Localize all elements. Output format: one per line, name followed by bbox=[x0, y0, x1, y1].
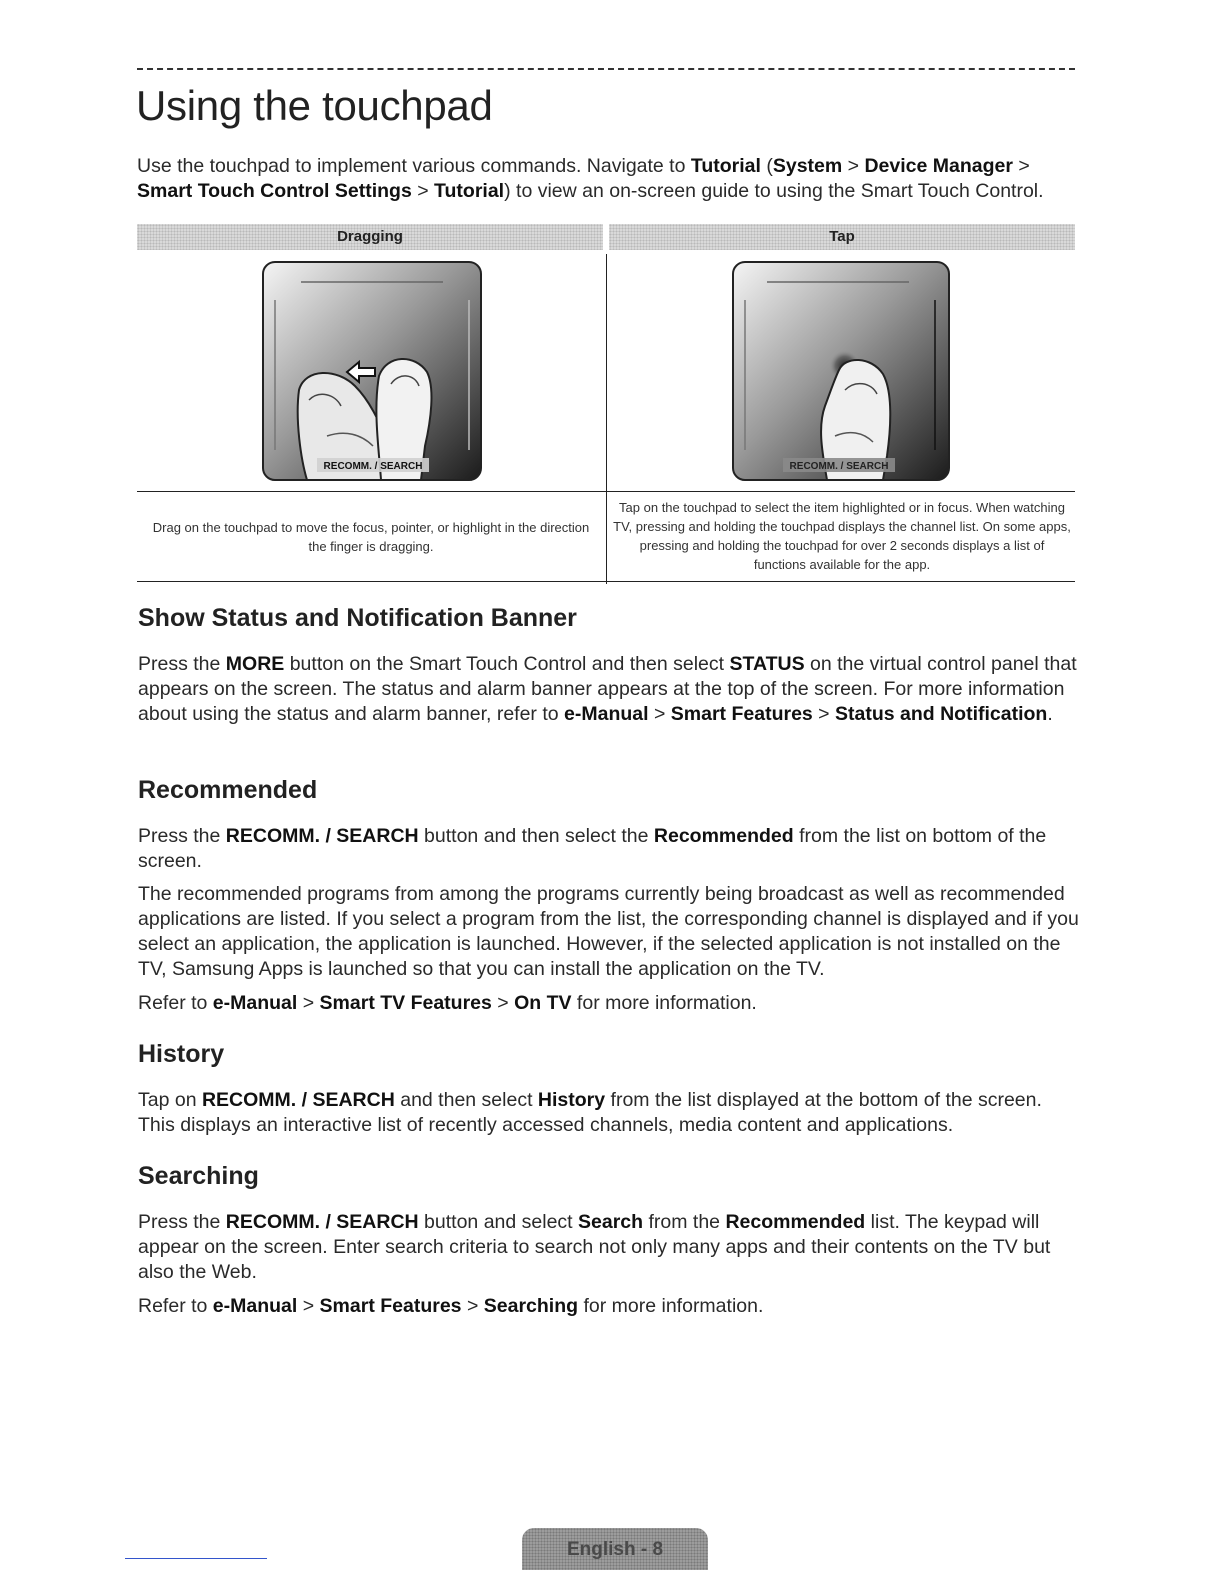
recommended-paragraph-1: Press the RECOMM. / SEARCH button and then select the Recommended from the list on bottom of the screen. bbox=[138, 825, 1047, 872]
table-column-divider bbox=[606, 254, 607, 584]
emanual-ref: e-Manual bbox=[212, 992, 298, 1014]
recommended-paragraph-3: Refer to e-Manual > Smart TV Features > On TV for more information. bbox=[138, 992, 757, 1014]
dragging-description: Drag on the touchpad to move the focus, pointer, or highlight in the direction the finger is dragging. bbox=[152, 520, 590, 554]
searching-ref: Searching bbox=[483, 1295, 579, 1317]
status-paragraph: Press the MORE button on the Smart Touch Control and then select STATUS on the virtual control panel that appears on the screen. The status and alarm banner appears at the top of the screen. For more information about using the status and alarm banner, refer to e-Manual > Smart Features > Status and Notification. bbox=[138, 653, 1077, 725]
smart-tv-features-ref: Smart TV Features bbox=[319, 992, 492, 1014]
emanual-ref: e-Manual bbox=[212, 1295, 298, 1317]
recommended-list-ref: Recommended bbox=[725, 1211, 866, 1233]
recommended-option-ref: Recommended bbox=[653, 825, 794, 847]
page-title: Using the touchpad bbox=[136, 82, 493, 129]
recomm-search-button-ref: RECOMM. / SEARCH bbox=[225, 1211, 419, 1233]
searching-section-heading: Searching bbox=[138, 1162, 259, 1190]
top-dashed-rule bbox=[137, 68, 1075, 70]
history-option-ref: History bbox=[537, 1089, 606, 1111]
recomm-search-button-ref: RECOMM. / SEARCH bbox=[225, 825, 419, 847]
tap-illustration bbox=[731, 260, 955, 484]
dragging-header: Dragging bbox=[137, 224, 603, 250]
recomm-search-button-ref: RECOMM. / SEARCH bbox=[201, 1089, 395, 1111]
history-section-heading: History bbox=[138, 1040, 225, 1068]
recomm-search-label: RECOMM. / SEARCH bbox=[323, 461, 423, 472]
menu-path-system: System bbox=[772, 155, 843, 177]
searching-paragraph-1: Press the RECOMM. / SEARCH button and select Search from the Recommended list. The keypad will appear on the screen. Enter search criteria to search not only many apps and their contents on the TV but also the Web. bbox=[138, 1211, 1051, 1283]
footer-rule bbox=[125, 1558, 267, 1559]
recommended-section-heading: Recommended bbox=[138, 776, 318, 804]
page-number-badge: English - 8 bbox=[522, 1528, 708, 1570]
tap-header: Tap bbox=[609, 224, 1075, 250]
menu-path-tutorial: Tutorial bbox=[690, 155, 761, 177]
tap-description: Tap on the touchpad to select the item highlighted or in focus. When watching TV, pressing and holding the touchpad displays the channel list. On some apps, pressing and holding the touchpad for over 2 seconds displays a list of functions available for the app. bbox=[613, 500, 1071, 572]
table-row-divider bbox=[137, 491, 1075, 492]
smart-features-ref: Smart Features bbox=[319, 1295, 462, 1317]
searching-paragraph-2: Refer to e-Manual > Smart Features > Searching for more information. bbox=[138, 1295, 764, 1317]
status-section-heading: Show Status and Notification Banner bbox=[138, 604, 577, 632]
menu-path-smart-touch-settings: Smart Touch Control Settings bbox=[137, 180, 412, 202]
history-paragraph: Tap on RECOMM. / SEARCH and then select History from the list displayed at the bottom of the screen. This displays an interactive list of recently accessed channels, media content and applications. bbox=[138, 1089, 1042, 1136]
status-notification-ref: Status and Notification bbox=[835, 703, 1048, 725]
menu-path-device-manager: Device Manager bbox=[864, 155, 1013, 177]
smart-features-ref: Smart Features bbox=[670, 703, 813, 725]
menu-path-tutorial-2: Tutorial bbox=[434, 180, 505, 202]
search-option-ref: Search bbox=[578, 1211, 644, 1233]
on-tv-ref: On TV bbox=[514, 992, 572, 1014]
emanual-ref: e-Manual bbox=[564, 703, 649, 725]
status-option-ref: STATUS bbox=[729, 653, 805, 675]
recomm-search-label: RECOMM. / SEARCH bbox=[789, 461, 889, 472]
touchpad-gesture-table bbox=[137, 224, 1075, 584]
intro-paragraph: Use the touchpad to implement various commands. Navigate to Tutorial (System > Device Manager > Smart Touch Control Settings > Tutorial) to view an on-screen guide to using the Smart Touch Control. bbox=[137, 155, 1044, 202]
more-button-ref: MORE bbox=[225, 653, 285, 675]
recommended-paragraph-2: The recommended programs from among the programs currently being broadcast as well as recommended applications are listed. If you select a program from the list, the corresponding channel is displayed and if you select an application, the application is launched. However, if the selected application is not installed on the TV, Samsung Apps is launched so that you can install the application on the TV. bbox=[138, 883, 1079, 980]
table-bottom-rule bbox=[137, 581, 1075, 582]
dragging-illustration bbox=[261, 260, 485, 484]
